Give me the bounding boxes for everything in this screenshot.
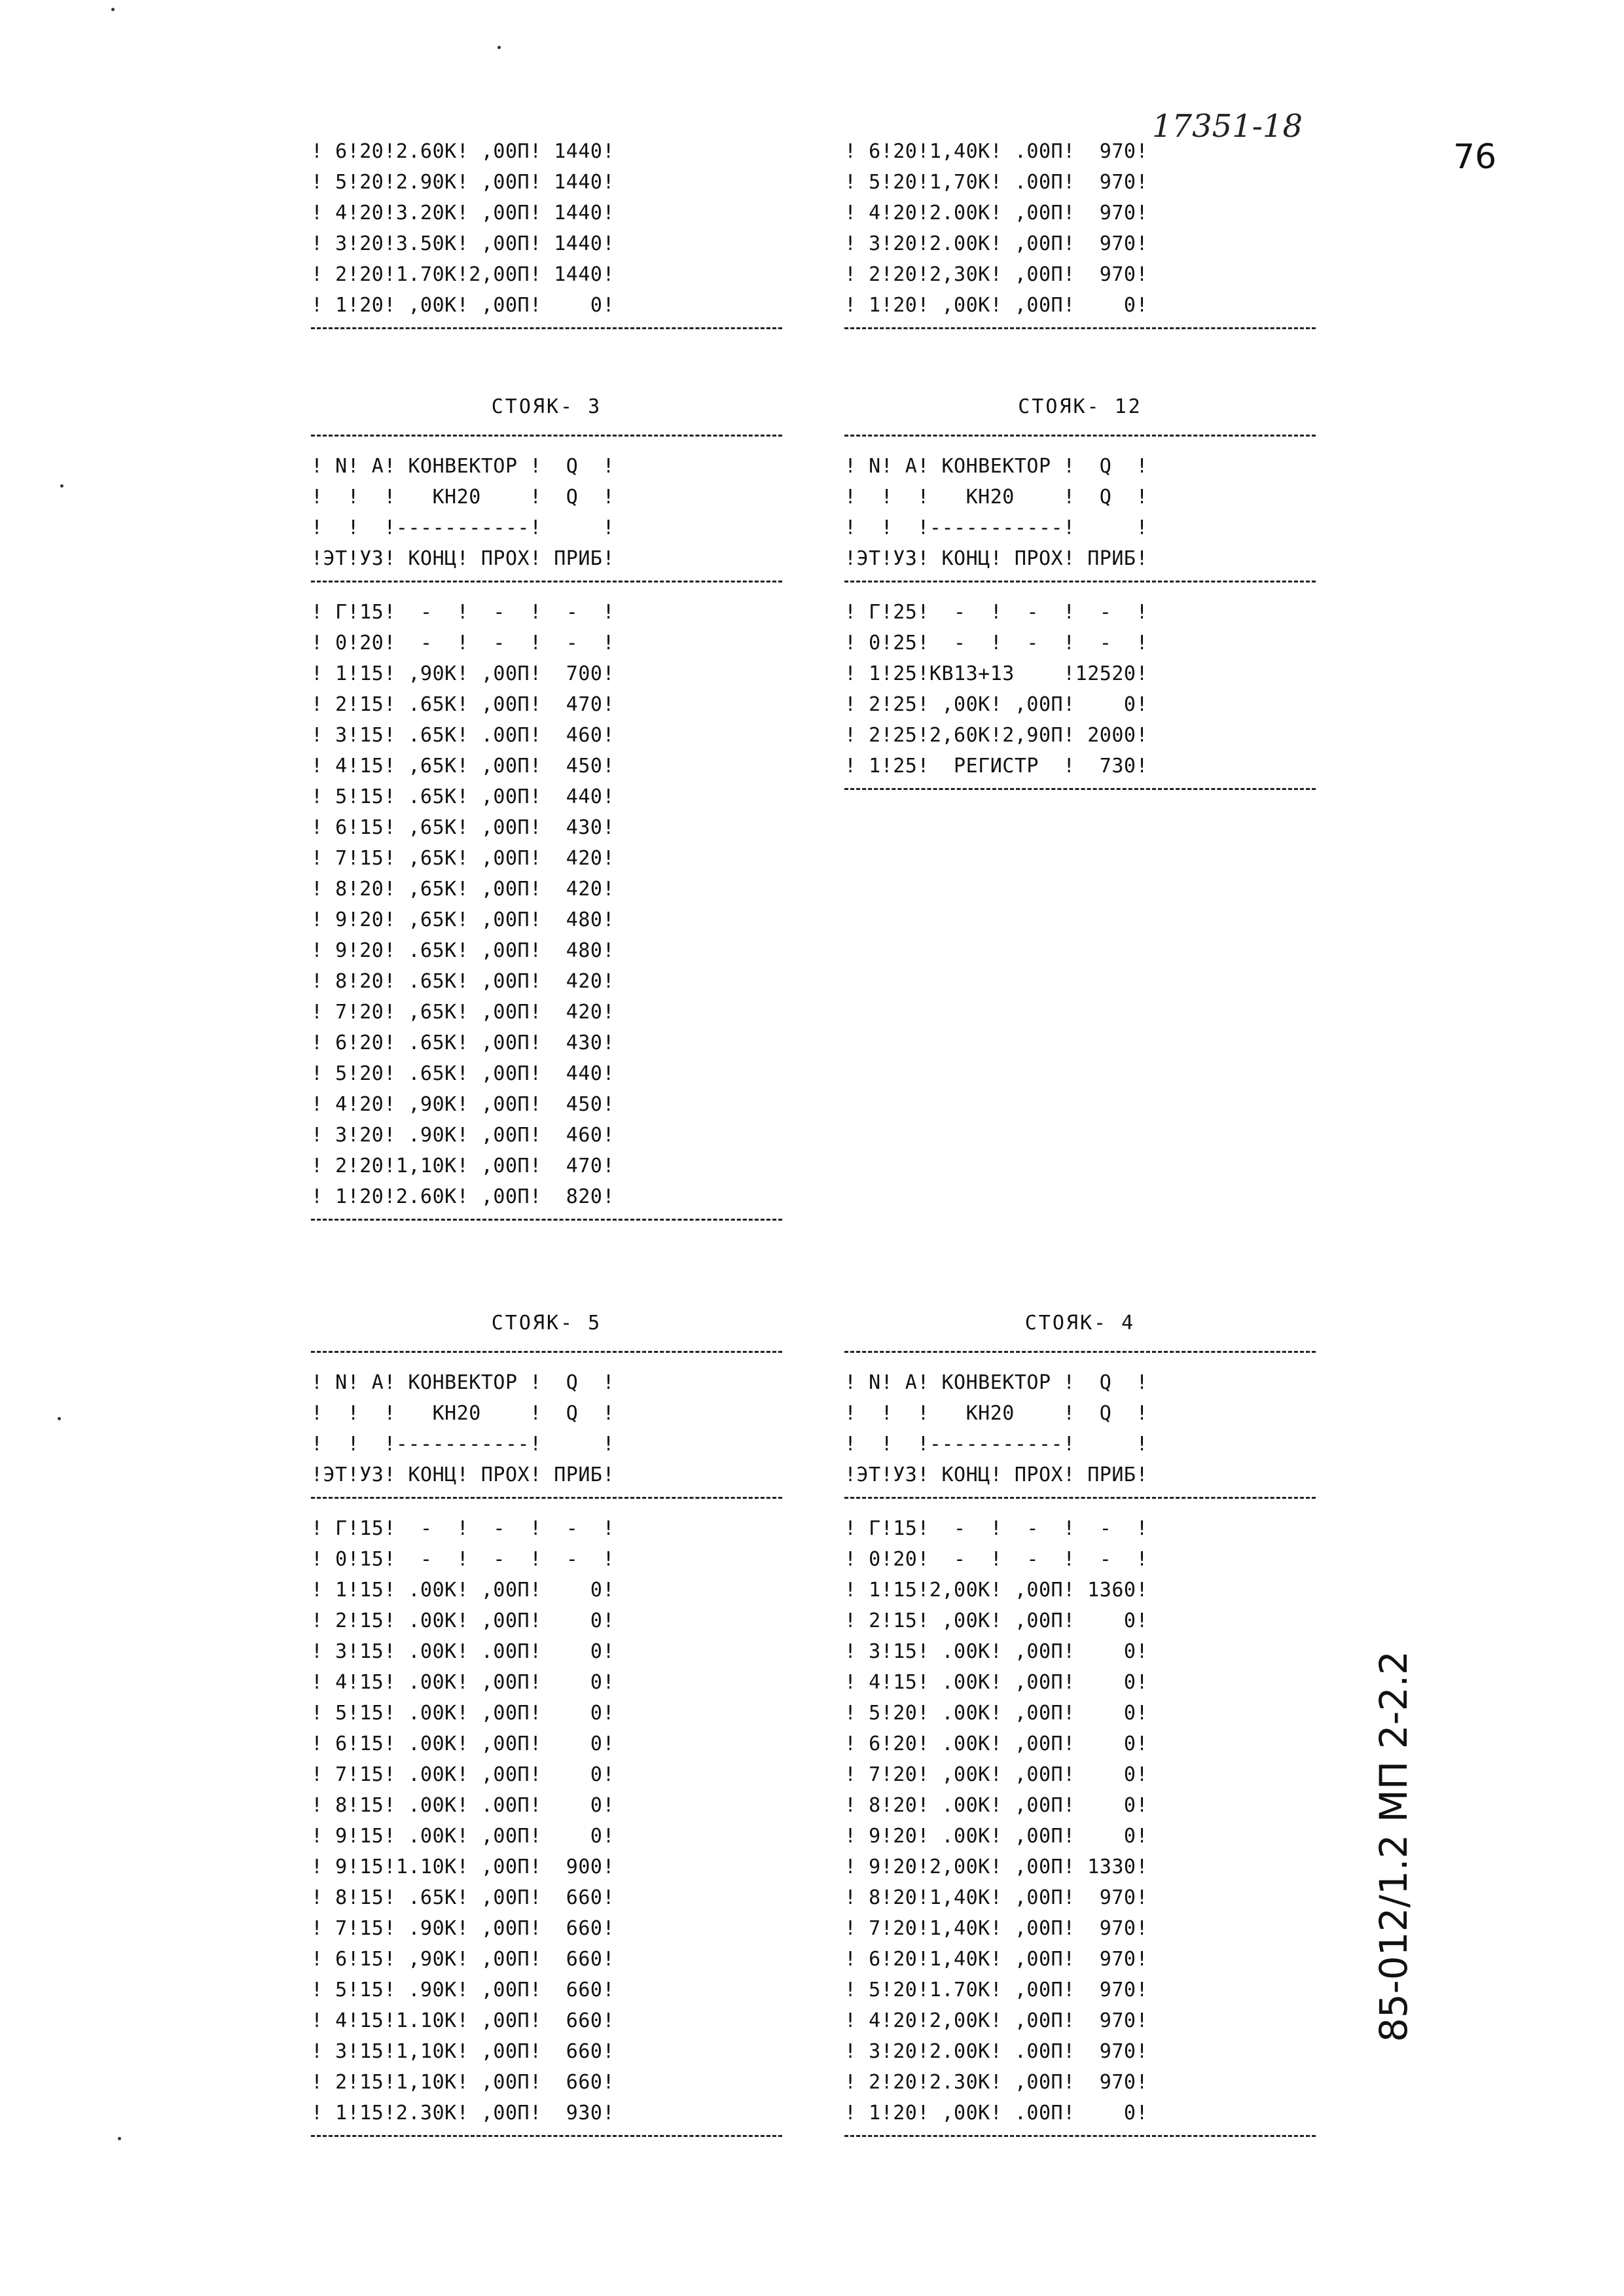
table-row: ! 3!20!2.00К! ,00П! 970! — [844, 232, 1149, 255]
table-row: ! 0!15! - ! - ! - ! — [311, 1548, 615, 1571]
table-row: ! 9!20! .00К! ,00П! 0! — [844, 1825, 1149, 1848]
table-row: ! 7!15! .00К! ,00П! 0! — [311, 1763, 615, 1786]
table-row: ! 9!15! .00К! ,00П! 0! — [311, 1825, 615, 1848]
table-row: ! 1!20!2.60К! ,00П! 820! — [311, 1185, 615, 1208]
table-row: ! 2!15! .00К! ,00П! 0! — [311, 1609, 615, 1632]
table-row: ! 0!20! - ! - ! - ! — [311, 632, 615, 655]
table-row: ! 1!25! РЕГИСТР ! 730! — [844, 755, 1149, 778]
header-row: ! ! !-----------! ! — [311, 516, 615, 539]
dashed-rule — [311, 1219, 782, 1229]
table-title: СТОЯК- 3 — [491, 395, 602, 418]
table-row: ! 4!20!2.00К! ,00П! 970! — [844, 202, 1149, 224]
table-row: ! 2!25! ,00К! ,00П! 0! — [844, 693, 1149, 716]
table-row: ! 6!20!1,40К! ,00П! 970! — [844, 1948, 1149, 1971]
table-row: ! 8!20! .00К! ,00П! 0! — [844, 1794, 1149, 1817]
table-row: ! 8!15! .00К! .00П! 0! — [311, 1794, 615, 1817]
dashed-rule — [844, 788, 1316, 798]
dashed-rule — [844, 1497, 1316, 1507]
table-header — [844, 1367, 1316, 1490]
table-row: ! 2!20!2,30К! ,00П! 970! — [844, 263, 1149, 286]
table-row: ! 1!15! ,90К! ,00П! 700! — [311, 662, 615, 685]
table-row: ! 6!20!2.60К! ,00П! 1440! — [311, 140, 615, 163]
dashed-rule — [311, 2135, 782, 2145]
table-row: ! 5!20! .00К! ,00П! 0! — [844, 1702, 1149, 1725]
table-row: ! 7!20! ,65К! ,00П! 420! — [311, 1001, 615, 1024]
table-row: ! 6!15! ,90К! ,00П! 660! — [311, 1948, 615, 1971]
table-rows — [311, 1513, 782, 2128]
header-row: !ЭТ!УЗ! КОНЦ! ПРОХ! ПРИБ! — [311, 547, 615, 570]
table-row: ! 1!15!2,00К! ,00П! 1360! — [844, 1579, 1149, 1602]
header-row: !ЭТ!УЗ! КОНЦ! ПРОХ! ПРИБ! — [311, 1463, 615, 1486]
table-row: ! 5!15! .00К! ,00П! 0! — [311, 1702, 615, 1725]
scan-speck — [118, 2137, 121, 2140]
table-row: ! 8!20! .65К! ,00П! 420! — [311, 970, 615, 993]
table-row: ! 2!15! ,00К! ,00П! 0! — [844, 1609, 1149, 1632]
dashed-rule — [311, 327, 782, 337]
table-row: ! 9!20! ,65К! ,00П! 480! — [311, 908, 615, 931]
table-row: ! Г!15! - ! - ! - ! — [844, 1517, 1149, 1540]
scan-speck — [58, 1417, 61, 1420]
table-rows — [844, 597, 1316, 781]
table-header — [311, 1367, 782, 1490]
dashed-rule — [844, 327, 1316, 337]
table-rows — [311, 136, 782, 321]
table-rows — [311, 597, 782, 1212]
table-row: ! 1!20! ,00К! ,00П! 0! — [844, 294, 1149, 317]
table-row: ! 4!20! ,90К! ,00П! 450! — [311, 1093, 615, 1116]
table-row: ! 1!15!2.30К! ,00П! 930! — [311, 2102, 615, 2125]
table-row: ! 8!20!1,40К! ,00П! 970! — [844, 1886, 1149, 1909]
table-row: ! 6!20! .65К! ,00П! 430! — [311, 1031, 615, 1054]
table-row: ! 2!25!2,60К!2,90П! 2000! — [844, 724, 1149, 747]
table-row: ! 3!15!1,10К! ,00П! 660! — [311, 2040, 615, 2063]
table-row: ! 6!15! .00К! ,00П! 0! — [311, 1732, 615, 1755]
table-rows — [844, 1513, 1316, 2128]
dashed-rule — [844, 581, 1316, 590]
header-row: ! ! !-----------! ! — [844, 1433, 1149, 1456]
dashed-rule — [844, 1351, 1316, 1361]
table-row: ! Г!15! - ! - ! - ! — [311, 601, 615, 624]
scan-speck — [111, 8, 115, 11]
table-row: ! 6!15! ,65К! ,00П! 430! — [311, 816, 615, 839]
table-row: ! 8!15! .65К! ,00П! 660! — [311, 1886, 615, 1909]
table-row: ! 5!15! .65К! ,00П! 440! — [311, 785, 615, 808]
table-top-right — [844, 136, 1316, 344]
table-row: ! 3!15! .00К! .00П! 0! — [311, 1640, 615, 1663]
table-row: ! 6!20!1,40К! .00П! 970! — [844, 140, 1149, 163]
table-title: СТОЯК- 12 — [1018, 395, 1142, 418]
table-row: ! Г!15! - ! - ! - ! — [311, 1517, 615, 1540]
dashed-rule — [844, 435, 1316, 444]
table-stoyak-12 — [844, 386, 1316, 804]
table-row: ! 2!20!2.30К! ,00П! 970! — [844, 2071, 1149, 2094]
dashed-rule — [311, 581, 782, 590]
header-row: ! ! ! КН20 ! Q ! — [844, 486, 1149, 509]
header-row: !ЭТ!УЗ! КОНЦ! ПРОХ! ПРИБ! — [844, 547, 1149, 570]
table-row: ! 4!15! ,65К! ,00П! 450! — [311, 755, 615, 778]
table-row: ! 3!15! .00К! ,00П! 0! — [844, 1640, 1149, 1663]
table-row: ! 4!20!3.20К! ,00П! 1440! — [311, 202, 615, 224]
table-row: ! Г!25! - ! - ! - ! — [844, 601, 1149, 624]
table-row: ! 5!20!1.70К! ,00П! 970! — [844, 1979, 1149, 2001]
table-title: СТОЯК- 4 — [1024, 1312, 1136, 1335]
table-row: ! 7!20! ,00К! ,00П! 0! — [844, 1763, 1149, 1786]
side-document-code: 85-012/1.2 МП 2-2.2 — [1371, 1651, 1416, 2042]
table-row: ! 7!20!1,40К! ,00П! 970! — [844, 1917, 1149, 1940]
scan-speck — [497, 46, 501, 49]
table-row: ! 5!15! .90К! ,00П! 660! — [311, 1979, 615, 2001]
dashed-rule — [311, 435, 782, 444]
header-row: ! N! А! КОНВЕКТОР ! Q ! — [844, 455, 1149, 478]
table-row: ! 2!15!1,10К! ,00П! 660! — [311, 2071, 615, 2094]
table-row: ! 3!20!2.00К! .00П! 970! — [844, 2040, 1149, 2063]
header-row: ! ! ! КН20 ! Q ! — [311, 1402, 615, 1425]
table-row: ! 3!20!3.50К! ,00П! 1440! — [311, 232, 615, 255]
scan-speck — [60, 484, 63, 488]
page-number: 76 — [1453, 137, 1497, 177]
table-row: ! 1!20! ,00К! .00П! 0! — [844, 2102, 1149, 2125]
table-row: ! 2!20!1.70К!2,00П! 1440! — [311, 263, 615, 286]
table-row: ! 3!15! .65К! .00П! 460! — [311, 724, 615, 747]
table-row: ! 7!15! .90К! ,00П! 660! — [311, 1917, 615, 1940]
table-row: ! 1!20! ,00К! ,00П! 0! — [311, 294, 615, 317]
table-row: ! 4!15! .00К! ,00П! 0! — [311, 1671, 615, 1694]
table-row: ! 1!15! .00К! ,00П! 0! — [311, 1579, 615, 1602]
table-row: ! 4!20!2,00К! ,00П! 970! — [844, 2009, 1149, 2032]
table-row: ! 9!15!1.10К! ,00П! 900! — [311, 1856, 615, 1878]
table-row: ! 7!15! ,65К! ,00П! 420! — [311, 847, 615, 870]
dashed-rule — [844, 2135, 1316, 2145]
header-row: ! N! А! КОНВЕКТОР ! Q ! — [311, 455, 615, 478]
table-row: ! 8!20! ,65К! ,00П! 420! — [311, 878, 615, 901]
table-row: ! 4!15!1.10К! ,00П! 660! — [311, 2009, 615, 2032]
table-rows — [844, 136, 1316, 321]
table-top-left — [311, 136, 782, 344]
table-row: ! 5!20!2.90К! ,00П! 1440! — [311, 171, 615, 194]
header-row: ! N! А! КОНВЕКТОР ! Q ! — [844, 1371, 1149, 1394]
dashed-rule — [311, 1351, 782, 1361]
handwritten-code: 17351-18 — [1152, 108, 1303, 145]
table-row: ! 4!15! .00К! ,00П! 0! — [844, 1671, 1149, 1694]
dashed-rule — [311, 1497, 782, 1507]
table-title: СТОЯК- 5 — [491, 1312, 602, 1335]
table-row: ! 5!20!1,70К! .00П! 970! — [844, 171, 1149, 194]
table-row: ! 0!20! - ! - ! - ! — [844, 1548, 1149, 1571]
header-row: ! ! !-----------! ! — [311, 1433, 615, 1456]
table-stoyak-4 — [844, 1302, 1316, 2151]
table-row: ! 6!20! .00К! ,00П! 0! — [844, 1732, 1149, 1755]
table-row: ! 3!20! .90К! ,00П! 460! — [311, 1124, 615, 1147]
header-row: ! ! !-----------! ! — [844, 516, 1149, 539]
table-stoyak-3 — [311, 386, 782, 1235]
table-row: ! 9!20!2,00К! ,00П! 1330! — [844, 1856, 1149, 1878]
header-row: !ЭТ!УЗ! КОНЦ! ПРОХ! ПРИБ! — [844, 1463, 1149, 1486]
header-row: ! ! ! КН20 ! Q ! — [844, 1402, 1149, 1425]
table-row: ! 1!25!КВ13+13 !12520! — [844, 662, 1149, 685]
header-row: ! ! ! КН20 ! Q ! — [311, 486, 615, 509]
table-row: ! 0!25! - ! - ! - ! — [844, 632, 1149, 655]
table-row: ! 9!20! .65К! ,00П! 480! — [311, 939, 615, 962]
table-row: ! 2!15! .65К! ,00П! 470! — [311, 693, 615, 716]
table-header — [844, 451, 1316, 574]
table-stoyak-5 — [311, 1302, 782, 2151]
table-row: ! 5!20! .65К! ,00П! 440! — [311, 1062, 615, 1085]
table-header — [311, 451, 782, 574]
table-row: ! 2!20!1,10К! ,00П! 470! — [311, 1155, 615, 1177]
header-row: ! N! А! КОНВЕКТОР ! Q ! — [311, 1371, 615, 1394]
